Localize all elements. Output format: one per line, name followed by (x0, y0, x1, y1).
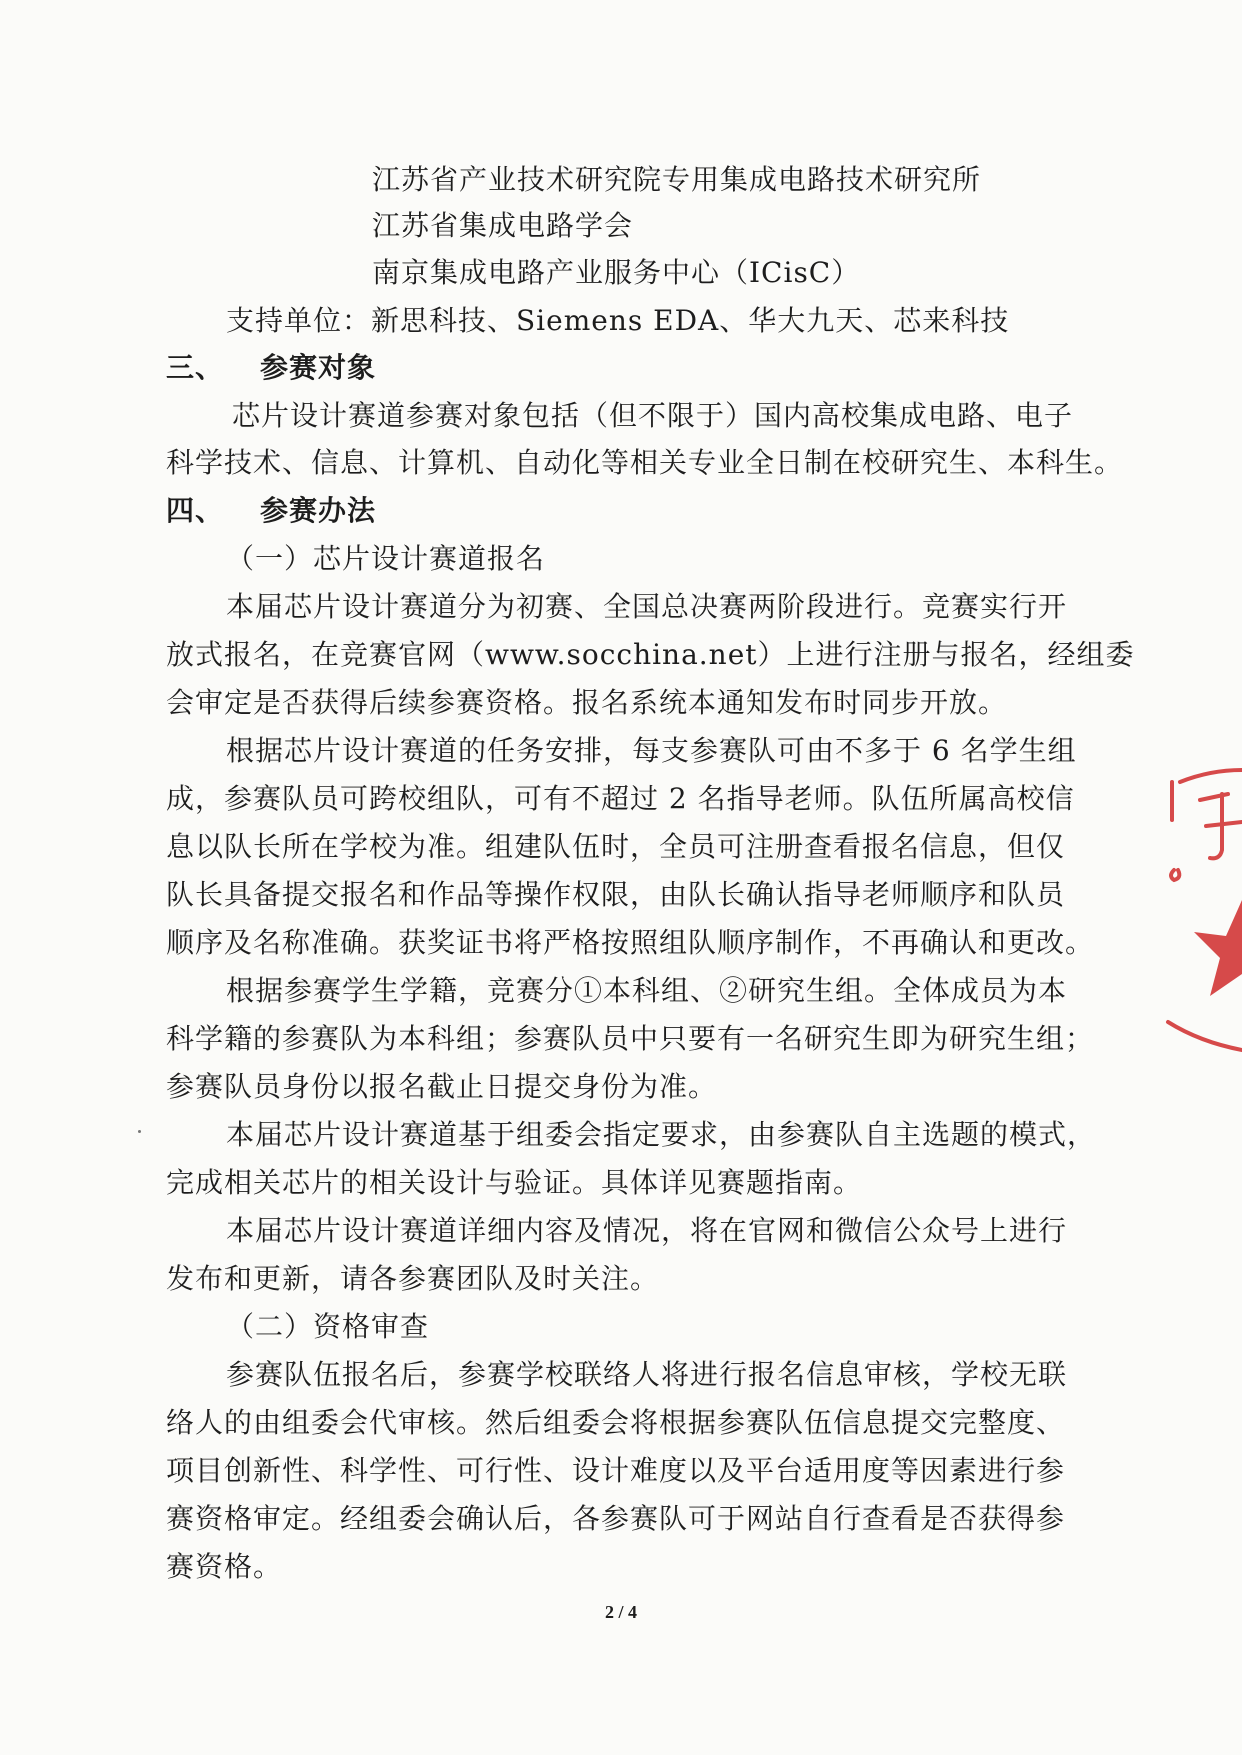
paragraph-line: 本届芯片设计赛道分为初赛、全国总决赛两阶段进行。竞赛实行开 (226, 590, 1068, 623)
paragraph-line: 放式报名，在竞赛官网（www.socchina.net）上进行注册与报名，经组委 (166, 638, 1135, 671)
paragraph-line: 根据芯片设计赛道的任务安排，每支参赛队可由不多于 6 名学生组 (226, 734, 1077, 767)
support-units-line: 支持单位：新思科技、Siemens EDA、华大九天、芯来科技 (226, 304, 1010, 337)
scan-speck (138, 1130, 141, 1133)
subsection-title-2: （二）资格审查 (226, 1310, 430, 1343)
paragraph-line: 科学技术、信息、计算机、自动化等相关专业全日制在校研究生、本科生。 (166, 446, 1124, 479)
paragraph-line: 本届芯片设计赛道基于组委会指定要求，由参赛队自主选题的模式， (226, 1118, 1097, 1151)
paragraph-line: 参赛队伍报名后，参赛学校联络人将进行报名信息审核，学校无联 (226, 1358, 1068, 1391)
paragraph-line: 顺序及名称准确。获奖证书将严格按照组队顺序制作，不再确认和更改。 (166, 926, 1095, 959)
paragraph-line: 完成相关芯片的相关设计与验证。具体详见赛题指南。 (166, 1166, 863, 1199)
paragraph-line: 成，参赛队员可跨校组队，可有不超过 2 名指导老师。队伍所属高校信 (166, 782, 1075, 815)
paragraph-line: 根据参赛学生学籍，竞赛分①本科组、②研究生组。全体成员为本 (226, 974, 1068, 1007)
official-seal-stamp (1150, 760, 1242, 1070)
paragraph-line: 息以队长所在学校为准。组建队伍时，全员可注册查看报名信息，但仅 (166, 830, 1066, 863)
subsection-title-1: （一）芯片设计赛道报名 (226, 542, 546, 575)
organizer-line: 南京集成电路产业服务中心（ICisC） (372, 256, 861, 289)
paragraph-line: 赛资格。 (166, 1550, 283, 1583)
svg-text:子: 子 (1216, 804, 1217, 805)
organizer-line: 江苏省集成电路学会 (372, 209, 634, 242)
organizer-line: 江苏省产业技术研究院专用集成电路技术研究所 (372, 163, 982, 196)
paragraph-line: 发布和更新，请各参赛团队及时关注。 (166, 1262, 660, 1295)
paragraph-line: 芯片设计赛道参赛对象包括（但不限于）国内高校集成电路、电子 (232, 399, 1074, 432)
paragraph-line: 赛资格审定。经组委会确认后，各参赛队可于网站自行查看是否获得参 (166, 1502, 1066, 1535)
section-number: 四、 (166, 494, 225, 527)
paragraph-line: 队长具备提交报名和作品等操作权限，由队长确认指导老师顺序和队员 (166, 878, 1066, 911)
section-heading-3 (166, 350, 376, 386)
page-number: 2 / 4 (604, 1602, 637, 1622)
section-title: 参赛对象 (260, 351, 377, 384)
paragraph-line: 本届芯片设计赛道详细内容及情况，将在官网和微信公众号上进行 (226, 1214, 1068, 1247)
paragraph-line: 络人的由组委会代审核。然后组委会将根据参赛队伍信息提交完整度、 (166, 1406, 1066, 1439)
paragraph-line: 会审定是否获得后续参赛资格。报名系统本通知发布时同步开放。 (166, 686, 1008, 719)
paragraph-line: 参赛队员身份以报名截止日提交身份为准。 (166, 1070, 718, 1103)
paragraph-line: 科学籍的参赛队为本科组；参赛队员中只要有一名研究生即为研究生组； (166, 1022, 1095, 1055)
section-heading-4 (166, 493, 376, 529)
paragraph-line: 项目创新性、科学性、可行性、设计难度以及平台适用度等因素进行参 (166, 1454, 1066, 1487)
section-number: 三、 (166, 351, 225, 384)
section-title: 参赛办法 (260, 494, 377, 527)
